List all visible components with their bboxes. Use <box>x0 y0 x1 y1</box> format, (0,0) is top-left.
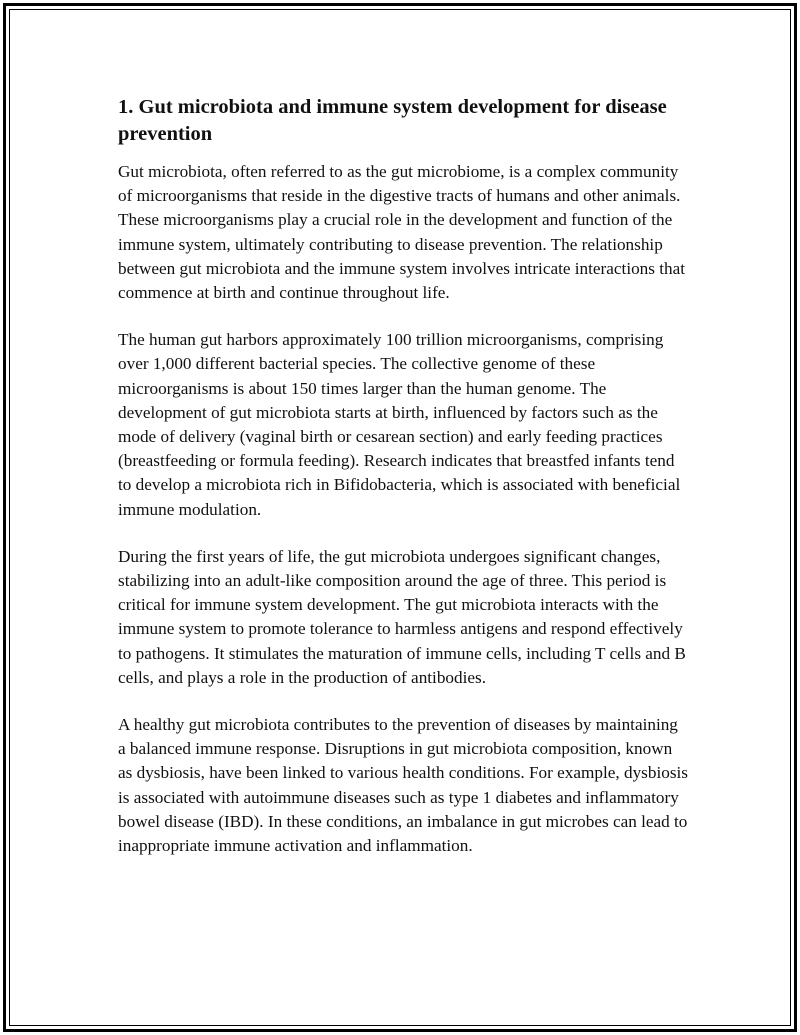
paragraph-dysbiosis: A healthy gut microbiota contributes to the prevention of diseases by maintaining a balanced immune response. Disruptions in gut microbiota composition, known as dysbiosis, have been linked to various health conditions. For example, dysbiosis is associated with autoimmune diseases such as type 1 diabetes and inflammatory bowel disease (IBD). In these conditions, an imbalance in gut microbes can lead to inappropriate immune activation and inflammation. <box>118 715 688 856</box>
paragraph-early-life: During the first years of life, the gut microbiota undergoes significant changes, stabilizing into an adult-like composition around the age of three. This period is critical for immune system development. The gut microbiota interacts with the immune system to promote tolerance to harmless antigens and respond effectively to pathogens. It stimulates the maturation of immune cells, including T cells and B cells, and plays a role in the production of antibodies. <box>118 546 686 687</box>
paragraph-development: The human gut harbors approximately 100 trillion microorganisms, comprising over 1,000 different bacterial species. The collective genome of these microorganisms is about 150 times larger than the human genome. The development of gut microbiota starts at birth, influenced by factors such as the mode of delivery (vaginal birth or cesarean section) and early feeding practices (breastfeeding or formula feeding). Research indicates that breastfed infants tend to develop a microbiota rich in Bifidobacteria, which is associated with beneficial immune modulation. <box>118 330 681 519</box>
paragraph-intro: Gut microbiota, often referred to as the gut microbiome, is a complex community of microorganisms that reside in the digestive tracts of humans and other animals. These microorganisms play a crucial role in the development and function of the immune system, ultimately contributing to disease prevention. The relationship between gut microbiota and the immune system involves intricate interactions that commence at birth and continue throughout life. <box>118 162 686 303</box>
document-body <box>118 94 688 881</box>
section-heading: 1. Gut microbiota and immune system development for disease prevention <box>118 96 667 145</box>
